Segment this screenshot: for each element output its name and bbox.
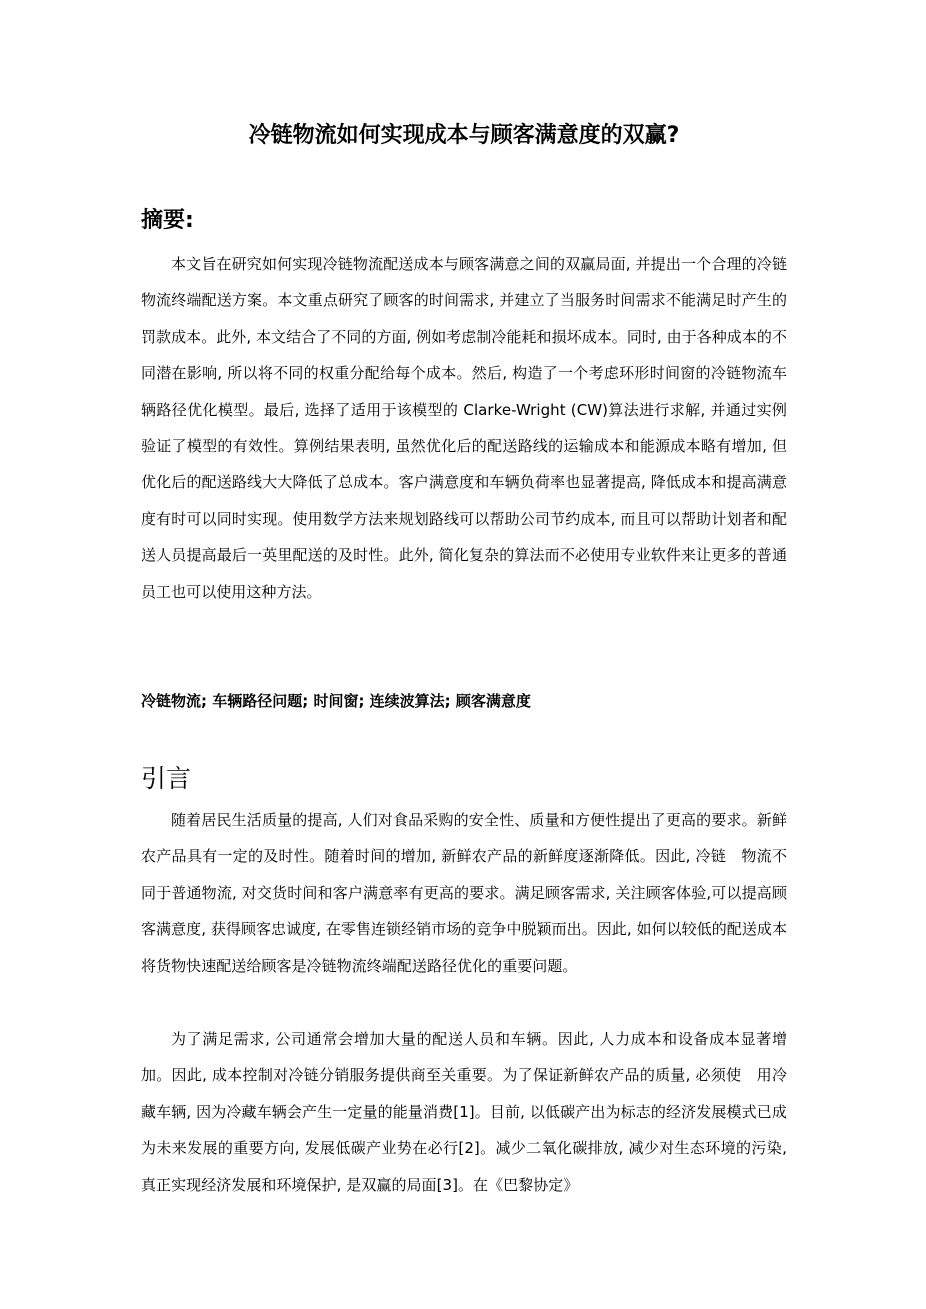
introduction-paragraph-2: 为了满足需求, 公司通常会增加大量的配送人员和车辆。因此, 人力成本和设备成本显著增加。因此, 成本控制对冷链分销服务提供商至关重要。为了保证新鲜农产品的质量, 必须使 用冷藏车辆, 因为冷藏车辆会产生一定量的能量消费[1]。目前, 以低碳产出为标志的经济发展模式已成为未来发展的重要方向, 发展低碳产业势在必行[2]。减少二氧化碳排放, 减少对生态环境的污染, 真正实现经济发展和环境保护, 是双赢的局面[3]。在《巴黎协定》 [141,1030,787,1194]
abstract-heading: 摘要: [141,208,194,233]
paper-title: 冷链物流如何实现成本与顾客满意度的双赢? [248,123,680,148]
abstract-body: 本文旨在研究如何实现冷链物流配送成本与顾客满意之间的双赢局面, 并提出一个合理的冷链物流终端配送方案。本文重点研究了顾客的时间需求, 并建立了当服务时间需求不能满足时产生的罚款成本。此外, 本文结合了不同的方面, 例如考虑制冷能耗和损坏成本。同时, 由于各种成本的不同潜在影响, 所以将不同的权重分配给每个成本。然后, 构造了一个考虑环形时间窗的冷链物流车辆路径优化模型。最后, 选择了适用于该模型的 Clarke-Wright (CW)算法进行求解, 并通过实例验证了模型的有效性。算例结果表明, 虽然优化后的配送路线的运输成本和能源成本略有增加, 但优化后的配送路线大大降低了总成本。客户满意度和车辆负荷率也显著提高, 降低成本和提高满意度有时可以同时实现。使用数学方法来规划路线可以帮助公司节约成本, 而且可以帮助计划者和配送人员提高最后一英里配送的及时性。此外, 简化复杂的算法而不必使用专业软件来让更多的普通员工也可以使用这种方法。 [141,255,787,601]
introduction-paragraph-1: 随着居民生活质量的提高, 人们对食品采购的安全性、质量和方便性提出了更高的要求。新鲜农产品具有一定的及时性。随着时间的增加, 新鲜农产品的新鲜度逐渐降低。因此, 冷链 物流不同于普通物流, 对交货时间和客户满意率有更高的要求。满足顾客需求, 关注顾客体验,可以提高顾客满意度, 获得顾客忠诚度, 在零售连锁经销市场的竞争中脱颖而出。因此, 如何以较低的配送成本将货物快速配送给顾客是冷链物流终端配送路径优化的重要问题。 [141,811,787,975]
introduction-heading: 引言 [141,764,192,793]
keywords-line: 冷链物流; 车辆路径问题; 时间窗; 连续波算法; 顾客满意度 [141,692,531,710]
